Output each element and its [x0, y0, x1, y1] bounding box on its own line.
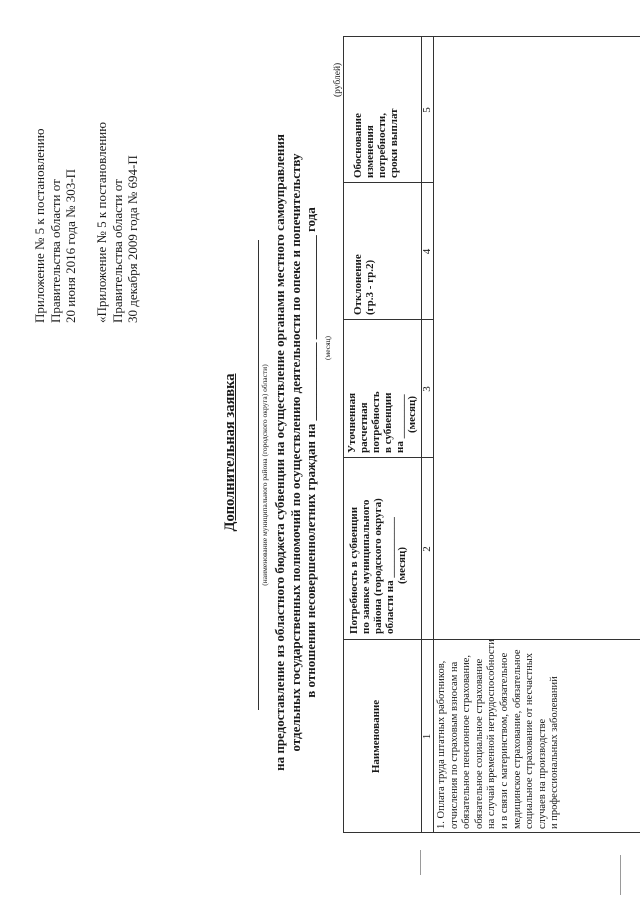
header-line: потребность	[370, 391, 382, 453]
header-refined-need	[346, 391, 418, 453]
row-line: социальное страхование от несчастных	[524, 652, 536, 829]
header-line: Отклонение	[352, 254, 364, 315]
table-colnum-bottom	[433, 37, 434, 833]
header-line: потребности,	[376, 113, 388, 178]
column-number: 5	[421, 107, 433, 113]
currency-note: (рублей)	[333, 62, 343, 97]
header-line: области на ___________	[384, 517, 396, 634]
column-number: 4	[421, 248, 433, 255]
header-line: Наименование	[370, 699, 382, 774]
appendix-line: Правительства области от	[109, 179, 125, 323]
header-name	[370, 640, 382, 833]
appendix-line: 20 июня 2016 года № 303-П	[63, 169, 78, 323]
row-line: и профессиональных заболеваний	[549, 676, 561, 829]
column-number: 1	[421, 733, 433, 740]
table-col-divider	[343, 457, 433, 458]
municipality-name-caption: (наименование муниципального района (городского округа) области)	[260, 364, 269, 586]
appendix-line	[79, 122, 95, 323]
header-line: (гр.3 - гр.2)	[364, 259, 376, 315]
header-line: по заявке муниципального	[360, 499, 372, 634]
header-justification	[352, 108, 400, 178]
row-line: на случай временной нетрудоспособности	[486, 639, 498, 829]
header-line: расчетная	[358, 402, 370, 453]
row-line: и в связи с материнством, обязательное	[498, 652, 510, 829]
header-line: Уточненная	[346, 392, 358, 453]
header-line: Обоснование	[352, 113, 364, 178]
scan-artifact	[420, 850, 421, 875]
document-subject	[272, 40, 319, 865]
table-col-divider	[343, 319, 433, 320]
appendix-line: 30 декабря 2009 года № 694-П	[125, 155, 140, 323]
row-line: 1. Оплата труда штатных работников,	[436, 660, 447, 829]
scan-artifact	[620, 855, 621, 895]
header-line: изменения	[364, 125, 376, 178]
municipality-name-line	[258, 240, 259, 710]
header-requested-need	[348, 498, 408, 634]
appendix-line: Приложение № 5 к постановлению	[32, 128, 47, 323]
header-line: (месяц)	[406, 395, 418, 433]
header-line: на ________	[394, 394, 406, 453]
table-border-left	[343, 832, 640, 833]
appendix-line: Правительства области от	[47, 179, 63, 323]
header-line: Потребность в субвенции	[348, 506, 360, 634]
table-col-divider	[343, 182, 433, 183]
row-line: медицинское страхование, обязательное	[511, 649, 523, 829]
table-row	[436, 639, 562, 829]
subject-line: в отношении несовершеннолетних граждан на ____________ ________________ года	[303, 207, 318, 698]
row-line: отчисления по страховым взносам на	[448, 661, 460, 829]
row-line: обязательное пенсионное страхование,	[461, 655, 473, 829]
appendix-block	[32, 122, 141, 323]
subject-line: на предоставление из областного бюджета субвенции на осуществление органами местного самоуправления	[272, 134, 287, 771]
table-border-right	[343, 36, 640, 37]
table-border-top	[343, 37, 344, 833]
row-line: случаев на производстве	[536, 718, 548, 829]
header-line: (месяц)	[396, 546, 408, 584]
document-title: Дополнительная заявка	[222, 373, 238, 532]
header-line: сроки выплат	[388, 108, 400, 178]
header-line: района (городского округа)	[372, 498, 384, 634]
column-number: 3	[421, 386, 433, 392]
row-line: обязательное социальное страхование	[473, 658, 485, 829]
column-number: 2	[421, 546, 433, 552]
month-caption: (месяц)	[323, 335, 332, 360]
header-line: в субвенции	[382, 392, 394, 453]
appendix-line: «Приложение № 5 к постановлению	[94, 122, 109, 323]
header-deviation	[352, 254, 376, 315]
subject-line: отдельных государственных полномочий по осуществлению деятельности по опеке и попечительству	[287, 153, 303, 752]
